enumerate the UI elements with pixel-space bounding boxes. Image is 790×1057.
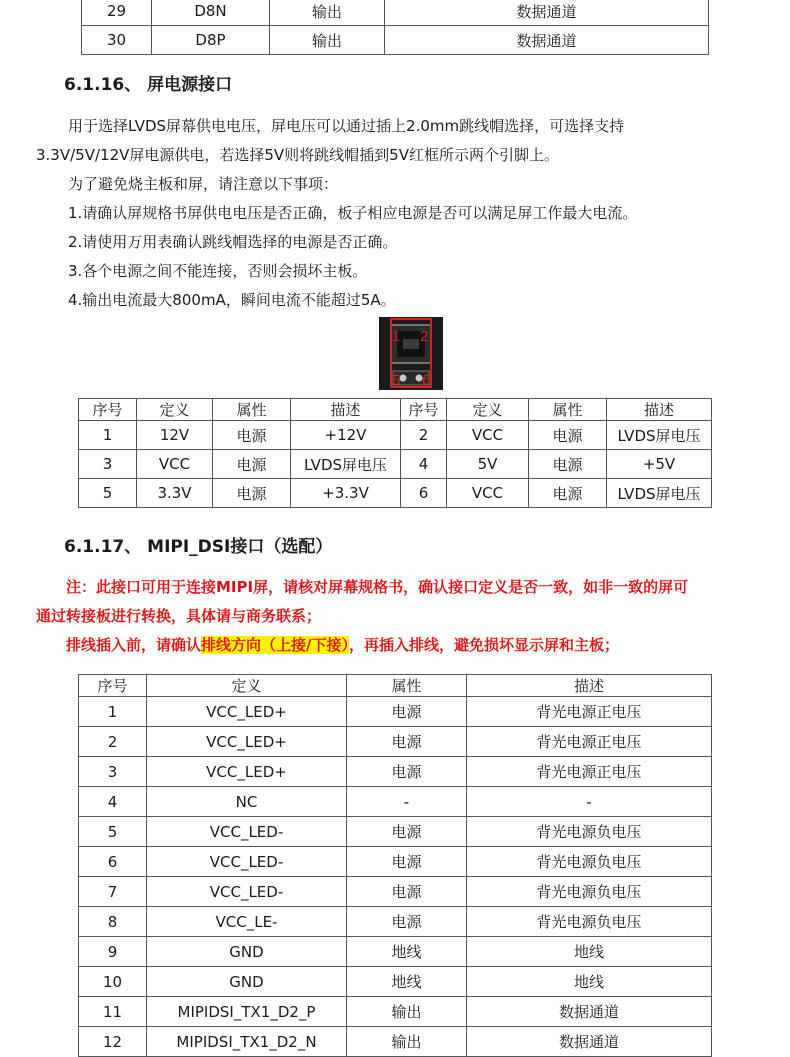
table-cell: VCC_LED+ [147, 727, 347, 757]
table-cell: MIPIDSI_TX1_D2_N [147, 1027, 347, 1057]
table-cell: 电源 [347, 907, 467, 937]
table-cell: GND [147, 937, 347, 967]
table-row [79, 787, 712, 817]
table-cell: 电源 [213, 421, 291, 450]
table-header-cell: 描述 [607, 399, 712, 421]
table-cell: GND [147, 967, 347, 997]
table-cell: 9 [79, 937, 147, 967]
table-cell: 3 [79, 757, 147, 787]
table-header-cell: 定义 [147, 675, 347, 697]
mipi-note-line3-prefix: 排线插入前，请确认 [66, 636, 202, 654]
table-cell: 地线 [347, 937, 467, 967]
table-cell: 6 [401, 479, 447, 508]
table-cell: LVDS屏电压 [607, 421, 712, 450]
table-row [79, 421, 712, 450]
table-cell: 电源 [347, 757, 467, 787]
table-cell: 电源 [213, 479, 291, 508]
section-heading-power: 6.1.16、 屏电源接口 [64, 75, 233, 95]
table-cell: NC [147, 787, 347, 817]
mipi-note-highlight: 排线方向（上接/下接） [201, 636, 349, 654]
table-row [82, 0, 709, 26]
table-cell: 地线 [467, 937, 712, 967]
table-header-cell: 属性 [529, 399, 607, 421]
table-row [79, 937, 712, 967]
mipi-pin-table [78, 674, 712, 1057]
table-cell: +3.3V [291, 479, 401, 508]
table-cell: MIPIDSI_TX1_D2_P [147, 997, 347, 1027]
table-cell: 电源 [347, 877, 467, 907]
table-cell: - [347, 787, 467, 817]
table-cell: LVDS屏电压 [291, 450, 401, 479]
table-cell: 12V [137, 421, 213, 450]
mipi-note-line1: 注：此接口可用于连接MIPI屏，请核对屏幕规格书，确认接口定义是否一致，如非一致的屏可 [66, 578, 689, 596]
table-cell: 2 [79, 727, 147, 757]
table-cell: 输出 [270, 26, 385, 55]
table-cell: 5V [447, 450, 529, 479]
table-cell: 背光电源负电压 [467, 847, 712, 877]
table-cell: 7 [79, 877, 147, 907]
table-cell: 电源 [529, 421, 607, 450]
table-cell: 5 [79, 479, 137, 508]
table-cell: 电源 [347, 817, 467, 847]
table-header-cell: 定义 [447, 399, 529, 421]
table-header-cell: 属性 [347, 675, 467, 697]
table-cell: D8N [152, 0, 270, 26]
table-cell: 背光电源负电压 [467, 907, 712, 937]
table-cell: 电源 [529, 479, 607, 508]
table-cell: VCC [447, 479, 529, 508]
table-cell: 3.3V [137, 479, 213, 508]
power-para-warning: 为了避免烧主板和屏，请注意以下事项： [68, 175, 339, 193]
table-cell: 背光电源正电压 [467, 727, 712, 757]
table-header-row [79, 675, 712, 697]
section-heading-mipi: 6.1.17、 MIPI_DSI接口（选配） [64, 537, 333, 557]
table-cell: 1 [79, 697, 147, 727]
table-cell: 电源 [347, 847, 467, 877]
table-cell: 6 [79, 847, 147, 877]
table-row [79, 997, 712, 1027]
table-row [79, 847, 712, 877]
pin-table-continued [81, 0, 709, 55]
mipi-note-line2: 通过转接板进行转换，具体请与商务联系； [36, 607, 322, 625]
table-row [79, 1027, 712, 1057]
table-cell: 电源 [213, 450, 291, 479]
table-cell: 输出 [347, 1027, 467, 1057]
jumper-pin-label-2: 2 [420, 328, 429, 345]
table-cell: VCC [447, 421, 529, 450]
power-pin-table [78, 398, 712, 508]
table-cell: VCC_LE- [147, 907, 347, 937]
table-row [79, 817, 712, 847]
table-cell: LVDS屏电压 [607, 479, 712, 508]
table-cell: +12V [291, 421, 401, 450]
table-cell: 地线 [347, 967, 467, 997]
table-row [79, 697, 712, 727]
table-cell: VCC [137, 450, 213, 479]
table-cell: 30 [82, 26, 152, 55]
table-header-row [79, 399, 712, 421]
table-cell: 10 [79, 967, 147, 997]
jumper-header-image [379, 317, 443, 390]
table-cell: VCC_LED+ [147, 757, 347, 787]
table-cell: 数据通道 [467, 1027, 712, 1057]
table-header-cell: 描述 [467, 675, 712, 697]
power-para-line1: 用于选择LVDS屏幕供电电压，屏电压可以通过插上2.0mm跳线帽选择，可选择支持 [68, 117, 625, 135]
mipi-note-line3 [66, 634, 619, 655]
table-cell: 2 [401, 421, 447, 450]
table-cell: 输出 [270, 0, 385, 26]
table-cell: - [467, 787, 712, 817]
table-row [79, 450, 712, 479]
table-header-cell: 属性 [213, 399, 291, 421]
table-row [79, 967, 712, 997]
table-cell: D8P [152, 26, 270, 55]
table-cell: 地线 [467, 967, 712, 997]
table-row [79, 727, 712, 757]
table-cell: 输出 [347, 997, 467, 1027]
table-row [79, 757, 712, 787]
table-cell: 29 [82, 0, 152, 26]
table-cell: 8 [79, 907, 147, 937]
power-note-item: 1.请确认屏规格书屏供电电压是否正确，板子相应电源是否可以满足屏工作最大电流。 [68, 204, 638, 222]
table-cell: VCC_LED- [147, 877, 347, 907]
power-note-item: 4.输出电流最大800mA，瞬间电流不能超过5A。 [68, 291, 396, 309]
table-row [79, 877, 712, 907]
table-header-cell: 序号 [401, 399, 447, 421]
table-cell: 数据通道 [385, 26, 709, 55]
power-para-line2: 3.3V/5V/12V屏电源供电，若选择5V则将跳线帽插到5V红框所示两个引脚上。 [36, 146, 559, 164]
jumper-pin-label-6: 6 [422, 372, 431, 389]
table-cell: 3 [79, 450, 137, 479]
power-note-item: 2.请使用万用表确认跳线帽选择的电源是否正确。 [68, 233, 398, 251]
table-header-cell: 序号 [79, 399, 137, 421]
table-cell: 背光电源正电压 [467, 697, 712, 727]
table-cell: 5 [79, 817, 147, 847]
table-cell: 背光电源负电压 [467, 817, 712, 847]
table-header-cell: 定义 [137, 399, 213, 421]
power-note-item: 3.各个电源之间不能连接，否则会损坏主板。 [68, 262, 368, 280]
table-row [79, 479, 712, 508]
table-cell: 数据通道 [467, 997, 712, 1027]
table-cell: VCC_LED+ [147, 697, 347, 727]
jumper-pin-label-1: 1 [392, 328, 401, 345]
jumper-drawing [379, 317, 443, 390]
jumper-pin-label-5: 5 [392, 372, 401, 389]
table-cell: 电源 [347, 727, 467, 757]
table-cell: 数据通道 [385, 0, 709, 26]
table-cell: 4 [79, 787, 147, 817]
mipi-note-line3-suffix: ，再插入排线，避免损坏显示屏和主板； [349, 636, 620, 654]
table-cell: +5V [607, 450, 712, 479]
table-row [79, 907, 712, 937]
table-cell: 背光电源正电压 [467, 757, 712, 787]
table-row [82, 26, 709, 55]
table-cell: VCC_LED- [147, 817, 347, 847]
table-cell: 1 [79, 421, 137, 450]
table-header-cell: 序号 [79, 675, 147, 697]
table-cell: 11 [79, 997, 147, 1027]
table-cell: 电源 [347, 697, 467, 727]
table-cell: 电源 [529, 450, 607, 479]
table-cell: 4 [401, 450, 447, 479]
table-header-cell: 描述 [291, 399, 401, 421]
table-cell: 12 [79, 1027, 147, 1057]
table-cell: 背光电源负电压 [467, 877, 712, 907]
table-cell: VCC_LED- [147, 847, 347, 877]
